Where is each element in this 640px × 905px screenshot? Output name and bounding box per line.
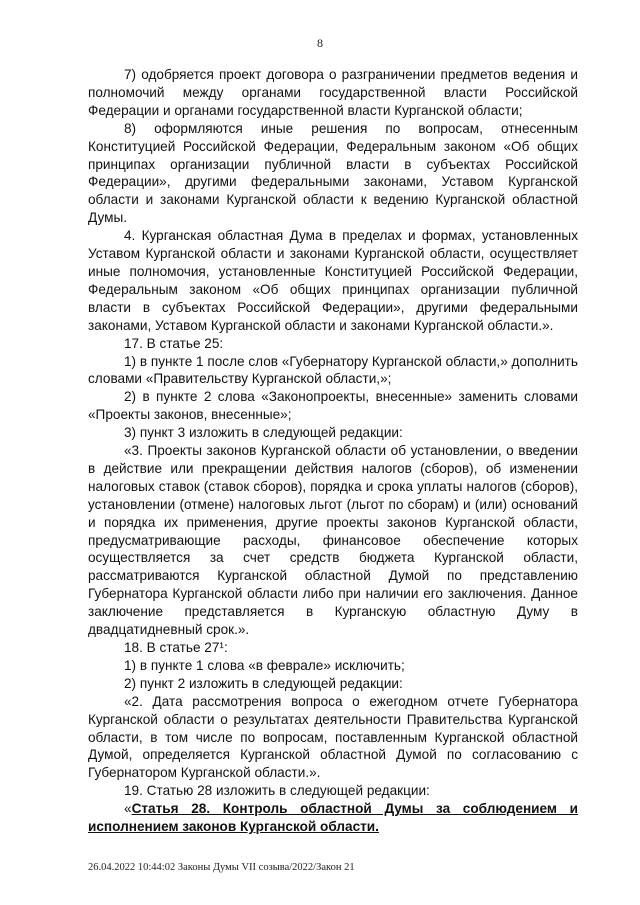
amendment-17: 17. В статье 25: <box>124 335 224 351</box>
amendment-19: 19. Статью 28 изложить в следующей редакции: <box>124 783 430 799</box>
document-body <box>88 66 578 836</box>
list-item-8: 8) оформляются иные решения по вопросам, отнесенным Конституцией Российской Федерации, Федеральным законом «Об общих принципах организации публичной власти в субъектах Российской Федерации», другими федеральными законами, Уставом Курганской области и законами Курганской области к ведению Курганской областной Думы. <box>88 120 578 226</box>
amendment-18-item-2: 2) пункт 2 изложить в следующей редакции: <box>124 675 403 691</box>
page-number: 8 <box>317 36 323 50</box>
amendment-18-item-1: 1) в пункте 1 слова «в феврале» исключить; <box>124 657 405 673</box>
clause-2-text: «2. Дата рассмотрения вопроса о ежегодном отчете Губернатора Курганской области о результатах деятельности Правительства Курганской области, в том числе по вопросам, поставленным Курганской областной Думой, определяется Курганской областной Думой по согласованию с Губернатором Курганской области.». <box>88 693 578 781</box>
clause-4: 4. Курганская областная Дума в пределах и формах, установленных Уставом Курганской области и законами Курганской области, осуществляет иные полномочия, установленные Конституцией Российской Федерации, Федеральным законом «Об общих принципах организации публичной власти в субъектах Российской Федерации», другими федеральными законами, Уставом Курганской области и законами Курганской области.». <box>88 228 578 333</box>
heading-open-quote: « <box>124 801 132 817</box>
amendment-17-item-2: 2) в пункте 2 слова «Законопроекты, внесенные» заменить словами «Проекты законов, внесенные»; <box>88 389 578 423</box>
amendment-17-item-3: 3) пункт 3 изложить в следующей редакции: <box>124 425 403 441</box>
article-28-title: Статья 28. Контроль областной Думы за соблюдением и исполнением законов Курганской области. <box>88 801 578 835</box>
amendment-17-item-1: 1) в пункте 1 после слов «Губернатору Курганской области,» дополнить словами «Правительству Курганской области,»; <box>88 353 578 387</box>
document-footer: 26.04.2022 10:44:02 Законы Думы VII созыва/2022/Закон 21 <box>88 862 355 873</box>
clause-3-text: «3. Проекты законов Курганской области об установлении, о введении в действие или прекращении действия налогов (сборов), об изменении налоговых ставок (ставок сборов), порядка и срока уплаты налогов (сборов), установлении (отмене) налоговых льгот (льгот по сборам) и (или) оснований и порядка их применения, другие проекты законов Курганской области, предусматривающие расходы, финансовое обеспечение которых осуществляется за счет средств бюджета Курганской области, рассматриваются Курганской областной Думой по представлению Губернатора Курганской области либо при наличии его заключения. Данное заключение представляется в Курганскую областную Думу в двадцатидневный срок.». <box>88 443 578 638</box>
list-item-7: 7) одобряется проект договора о разграничении предметов ведения и полномочий между органами государственной власти Российской Федерации и органами государственной власти Курганской области; <box>88 67 578 118</box>
article-28-heading <box>88 800 578 836</box>
amendment-18: 18. В статье 27¹: <box>124 640 228 655</box>
